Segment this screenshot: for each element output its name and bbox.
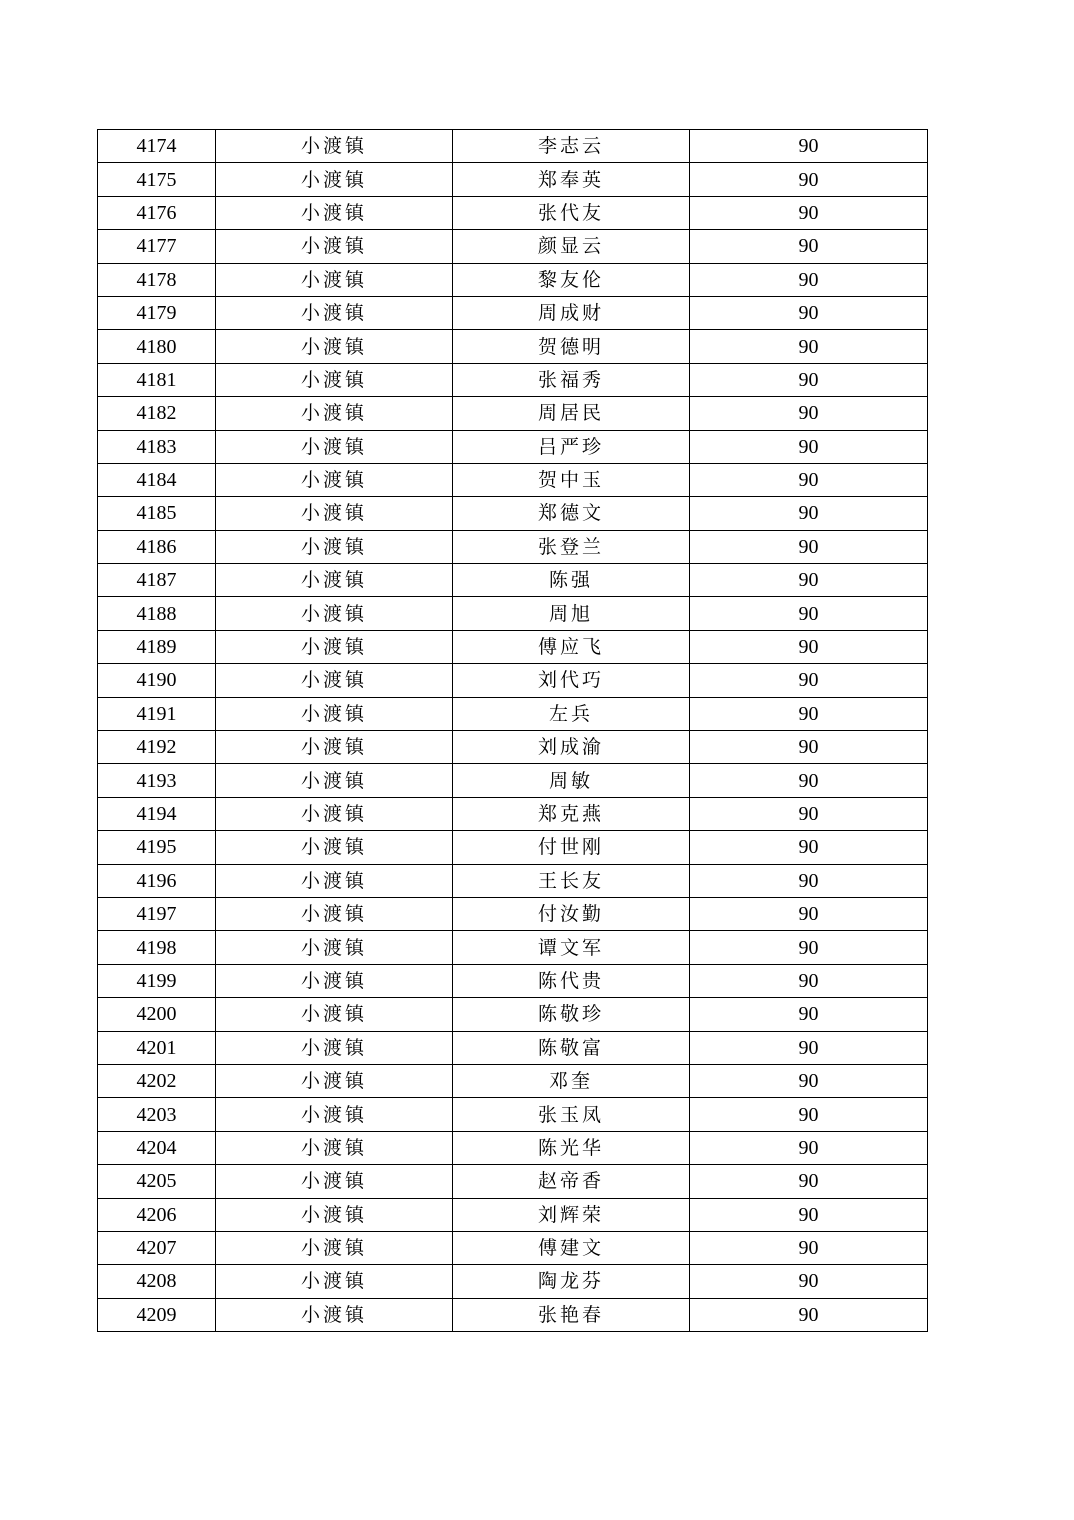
score-cell: 90	[690, 1064, 928, 1097]
person-name-cell: 张登兰	[453, 530, 690, 563]
score-cell: 90	[690, 330, 928, 363]
roster-table	[97, 129, 928, 1332]
table-row	[98, 1265, 928, 1298]
row-number-cell: 4196	[98, 864, 216, 897]
person-name-cell: 吕严珍	[453, 430, 690, 463]
table-row	[98, 1231, 928, 1264]
row-number-cell: 4204	[98, 1131, 216, 1164]
person-name-cell: 傅建文	[453, 1231, 690, 1264]
table-row	[98, 196, 928, 229]
person-name-cell: 郑克燕	[453, 797, 690, 830]
person-name-cell: 陈强	[453, 564, 690, 597]
row-number-cell: 4199	[98, 964, 216, 997]
row-number-cell: 4202	[98, 1064, 216, 1097]
table-row	[98, 731, 928, 764]
score-cell: 90	[690, 530, 928, 563]
table-row	[98, 230, 928, 263]
score-cell: 90	[690, 1165, 928, 1198]
table-row	[98, 497, 928, 530]
person-name-cell: 黎友伦	[453, 263, 690, 296]
town-cell: 小渡镇	[216, 330, 453, 363]
score-cell: 90	[690, 163, 928, 196]
town-cell: 小渡镇	[216, 897, 453, 930]
row-number-cell: 4192	[98, 731, 216, 764]
table-row	[98, 363, 928, 396]
person-name-cell: 周居民	[453, 397, 690, 430]
person-name-cell: 周敏	[453, 764, 690, 797]
person-name-cell: 周成财	[453, 296, 690, 329]
table-row	[98, 564, 928, 597]
town-cell: 小渡镇	[216, 397, 453, 430]
row-number-cell: 4206	[98, 1198, 216, 1231]
table-row	[98, 931, 928, 964]
score-cell: 90	[690, 697, 928, 730]
score-cell: 90	[690, 1198, 928, 1231]
score-cell: 90	[690, 964, 928, 997]
row-number-cell: 4198	[98, 931, 216, 964]
person-name-cell: 陈光华	[453, 1131, 690, 1164]
person-name-cell: 赵帝香	[453, 1165, 690, 1198]
table-row	[98, 1131, 928, 1164]
town-cell: 小渡镇	[216, 1265, 453, 1298]
town-cell: 小渡镇	[216, 1198, 453, 1231]
score-cell: 90	[690, 230, 928, 263]
score-cell: 90	[690, 897, 928, 930]
town-cell: 小渡镇	[216, 497, 453, 530]
person-name-cell: 张福秀	[453, 363, 690, 396]
person-name-cell: 周旭	[453, 597, 690, 630]
row-number-cell: 4180	[98, 330, 216, 363]
town-cell: 小渡镇	[216, 1131, 453, 1164]
row-number-cell: 4200	[98, 998, 216, 1031]
score-cell: 90	[690, 1298, 928, 1331]
town-cell: 小渡镇	[216, 797, 453, 830]
score-cell: 90	[690, 797, 928, 830]
person-name-cell: 郑奉英	[453, 163, 690, 196]
town-cell: 小渡镇	[216, 230, 453, 263]
row-number-cell: 4195	[98, 831, 216, 864]
town-cell: 小渡镇	[216, 130, 453, 163]
table-row	[98, 1298, 928, 1331]
table-row	[98, 1198, 928, 1231]
person-name-cell: 付世刚	[453, 831, 690, 864]
row-number-cell: 4187	[98, 564, 216, 597]
town-cell: 小渡镇	[216, 597, 453, 630]
town-cell: 小渡镇	[216, 263, 453, 296]
score-cell: 90	[690, 430, 928, 463]
table-row	[98, 163, 928, 196]
table-row	[98, 897, 928, 930]
row-number-cell: 4185	[98, 497, 216, 530]
person-name-cell: 刘辉荣	[453, 1198, 690, 1231]
score-cell: 90	[690, 597, 928, 630]
score-cell: 90	[690, 130, 928, 163]
row-number-cell: 4193	[98, 764, 216, 797]
score-cell: 90	[690, 731, 928, 764]
person-name-cell: 刘代巧	[453, 664, 690, 697]
table-row	[98, 430, 928, 463]
person-name-cell: 谭文军	[453, 931, 690, 964]
score-cell: 90	[690, 931, 928, 964]
town-cell: 小渡镇	[216, 864, 453, 897]
score-cell: 90	[690, 196, 928, 229]
table-row	[98, 263, 928, 296]
town-cell: 小渡镇	[216, 1031, 453, 1064]
score-cell: 90	[690, 764, 928, 797]
town-cell: 小渡镇	[216, 363, 453, 396]
row-number-cell: 4205	[98, 1165, 216, 1198]
table-row	[98, 630, 928, 663]
person-name-cell: 傅应飞	[453, 630, 690, 663]
town-cell: 小渡镇	[216, 1064, 453, 1097]
person-name-cell: 贺中玉	[453, 463, 690, 496]
table-row	[98, 597, 928, 630]
town-cell: 小渡镇	[216, 1231, 453, 1264]
row-number-cell: 4191	[98, 697, 216, 730]
score-cell: 90	[690, 998, 928, 1031]
row-number-cell: 4179	[98, 296, 216, 329]
person-name-cell: 郑德文	[453, 497, 690, 530]
person-name-cell: 颜显云	[453, 230, 690, 263]
person-name-cell: 陈代贵	[453, 964, 690, 997]
town-cell: 小渡镇	[216, 296, 453, 329]
person-name-cell: 张代友	[453, 196, 690, 229]
table-row	[98, 463, 928, 496]
row-number-cell: 4194	[98, 797, 216, 830]
town-cell: 小渡镇	[216, 831, 453, 864]
score-cell: 90	[690, 864, 928, 897]
roster-table-body	[98, 130, 928, 1332]
score-cell: 90	[690, 630, 928, 663]
table-row	[98, 530, 928, 563]
town-cell: 小渡镇	[216, 1165, 453, 1198]
town-cell: 小渡镇	[216, 630, 453, 663]
town-cell: 小渡镇	[216, 463, 453, 496]
town-cell: 小渡镇	[216, 530, 453, 563]
town-cell: 小渡镇	[216, 764, 453, 797]
town-cell: 小渡镇	[216, 697, 453, 730]
table-row	[98, 1031, 928, 1064]
table-row	[98, 831, 928, 864]
table-row	[98, 1165, 928, 1198]
person-name-cell: 陶龙芬	[453, 1265, 690, 1298]
table-row	[98, 664, 928, 697]
score-cell: 90	[690, 397, 928, 430]
person-name-cell: 陈敬珍	[453, 998, 690, 1031]
row-number-cell: 4186	[98, 530, 216, 563]
town-cell: 小渡镇	[216, 1298, 453, 1331]
score-cell: 90	[690, 831, 928, 864]
row-number-cell: 4201	[98, 1031, 216, 1064]
row-number-cell: 4183	[98, 430, 216, 463]
row-number-cell: 4174	[98, 130, 216, 163]
person-name-cell: 陈敬富	[453, 1031, 690, 1064]
table-row	[98, 797, 928, 830]
table-row	[98, 1064, 928, 1097]
score-cell: 90	[690, 363, 928, 396]
row-number-cell: 4188	[98, 597, 216, 630]
row-number-cell: 4178	[98, 263, 216, 296]
town-cell: 小渡镇	[216, 731, 453, 764]
score-cell: 90	[690, 296, 928, 329]
person-name-cell: 贺德明	[453, 330, 690, 363]
town-cell: 小渡镇	[216, 430, 453, 463]
score-cell: 90	[690, 1265, 928, 1298]
person-name-cell: 左兵	[453, 697, 690, 730]
person-name-cell: 张艳春	[453, 1298, 690, 1331]
row-number-cell: 4208	[98, 1265, 216, 1298]
row-number-cell: 4181	[98, 363, 216, 396]
row-number-cell: 4182	[98, 397, 216, 430]
score-cell: 90	[690, 564, 928, 597]
table-row	[98, 864, 928, 897]
town-cell: 小渡镇	[216, 664, 453, 697]
table-row	[98, 764, 928, 797]
town-cell: 小渡镇	[216, 964, 453, 997]
person-name-cell: 刘成渝	[453, 731, 690, 764]
town-cell: 小渡镇	[216, 1098, 453, 1131]
table-row	[98, 397, 928, 430]
row-number-cell: 4207	[98, 1231, 216, 1264]
row-number-cell: 4175	[98, 163, 216, 196]
town-cell: 小渡镇	[216, 931, 453, 964]
person-name-cell: 李志云	[453, 130, 690, 163]
table-row	[98, 998, 928, 1031]
row-number-cell: 4190	[98, 664, 216, 697]
table-row	[98, 697, 928, 730]
person-name-cell: 邓奎	[453, 1064, 690, 1097]
town-cell: 小渡镇	[216, 564, 453, 597]
score-cell: 90	[690, 1231, 928, 1264]
table-row	[98, 330, 928, 363]
person-name-cell: 张玉凤	[453, 1098, 690, 1131]
town-cell: 小渡镇	[216, 196, 453, 229]
score-cell: 90	[690, 1131, 928, 1164]
score-cell: 90	[690, 463, 928, 496]
score-cell: 90	[690, 1098, 928, 1131]
score-cell: 90	[690, 497, 928, 530]
row-number-cell: 4177	[98, 230, 216, 263]
row-number-cell: 4209	[98, 1298, 216, 1331]
table-row	[98, 130, 928, 163]
table-row	[98, 296, 928, 329]
score-cell: 90	[690, 263, 928, 296]
table-row	[98, 964, 928, 997]
score-cell: 90	[690, 1031, 928, 1064]
town-cell: 小渡镇	[216, 163, 453, 196]
person-name-cell: 王长友	[453, 864, 690, 897]
score-cell: 90	[690, 664, 928, 697]
person-name-cell: 付汝勤	[453, 897, 690, 930]
row-number-cell: 4197	[98, 897, 216, 930]
row-number-cell: 4203	[98, 1098, 216, 1131]
town-cell: 小渡镇	[216, 998, 453, 1031]
row-number-cell: 4189	[98, 630, 216, 663]
row-number-cell: 4184	[98, 463, 216, 496]
row-number-cell: 4176	[98, 196, 216, 229]
table-row	[98, 1098, 928, 1131]
